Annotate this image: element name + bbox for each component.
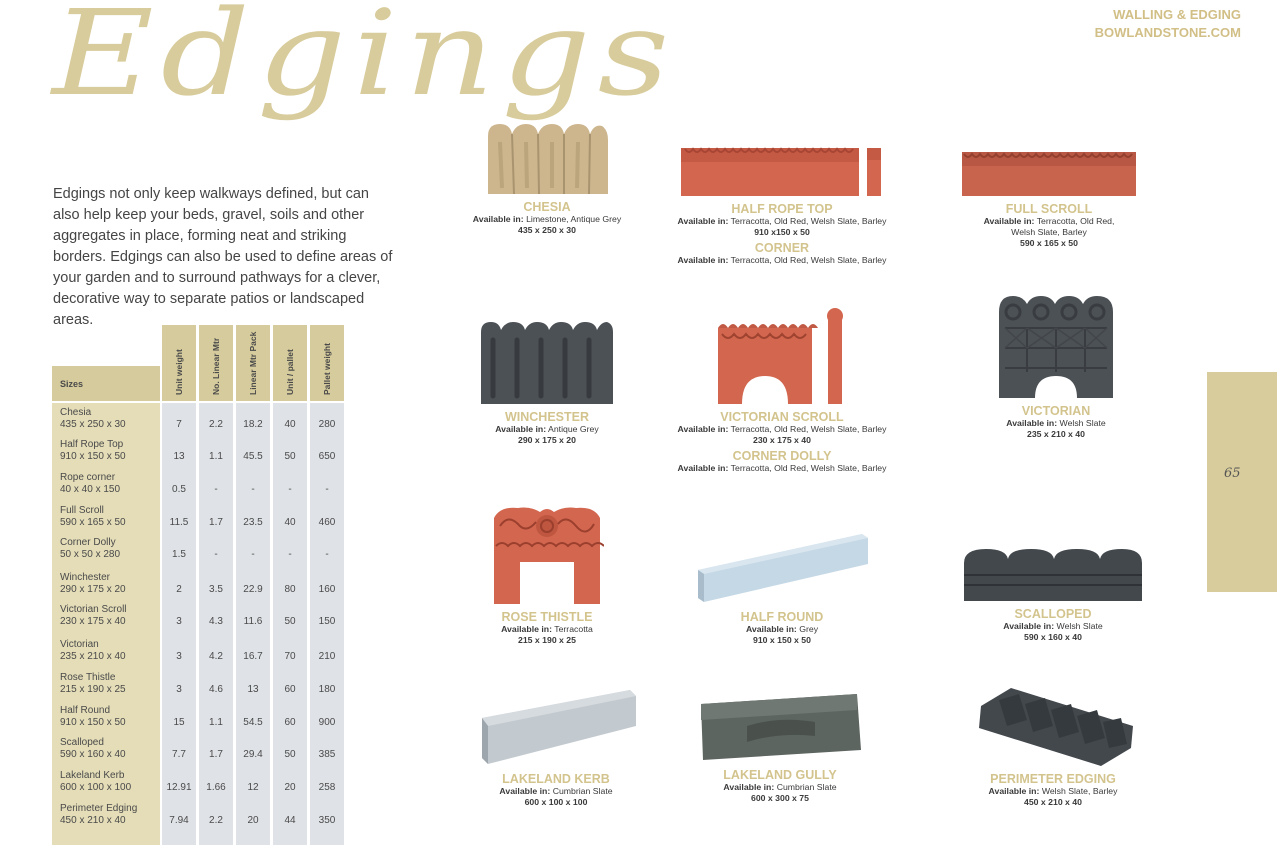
table-cell: 1.7 [209, 517, 223, 528]
product-availability: Available in: Cumbrian Slate [499, 786, 613, 796]
lakeland-gully-image [697, 690, 863, 764]
table-cell: 1.7 [209, 749, 223, 760]
col-header-pallet-weight: Pallet weight [310, 325, 344, 401]
product-size: 910 x 150 x 50 [753, 635, 811, 645]
table-cell: 12.91 [166, 782, 192, 793]
product-size: 435 x 250 x 30 [518, 225, 576, 235]
table-row [52, 639, 346, 671]
sizes-header-label: Sizes [52, 366, 160, 401]
table-cell: 12 [247, 782, 259, 793]
chesia-edging-image [484, 122, 610, 196]
product-lakeland-kerb [466, 688, 646, 808]
table-cell: - [288, 549, 292, 560]
table-cell: 2.2 [209, 815, 223, 826]
product-size: 235 x 210 x 40 [1027, 429, 1085, 439]
product-name: LAKELAND KERB [502, 772, 610, 786]
table-row [52, 705, 346, 737]
product-size: 215 x 190 x 25 [518, 635, 576, 645]
product-victorian [966, 294, 1146, 440]
half-round-edging-image [692, 530, 872, 606]
table-cell: 15 [173, 717, 185, 728]
product-name: HALF ROPE TOP [731, 202, 833, 216]
table-cell: 385 [318, 749, 336, 760]
full-scroll-edging-image [960, 148, 1138, 198]
product-chesia [457, 122, 637, 236]
product-size: 590 x 160 x 40 [1024, 632, 1082, 642]
product-availability: Available in: Welsh Slate [1006, 418, 1106, 428]
table-row [52, 604, 346, 636]
product-availability: Available in: Terracotta, Old Red, [983, 216, 1115, 226]
rose-thistle-edging-image [490, 504, 604, 606]
table-cell: 2.2 [209, 419, 223, 430]
product-size: 290 x 175 x 20 [518, 435, 576, 445]
row-product-name: Half Round 910 x 150 x 50 [60, 705, 126, 728]
table-cell: 80 [284, 584, 296, 595]
row-product-name: Full Scroll 590 x 165 x 50 [60, 505, 126, 528]
row-product-name: Winchester 290 x 175 x 20 [60, 572, 126, 595]
product-size: 230 x 175 x 40 [753, 435, 811, 445]
table-row [52, 572, 346, 604]
table-cell: 210 [318, 651, 336, 662]
row-product-name: Half Rope Top 910 x 150 x 50 [60, 439, 126, 462]
product-name: WINCHESTER [504, 410, 590, 424]
product-availability: Available in: Welsh Slate, Barley [988, 786, 1118, 796]
table-cell: 70 [284, 651, 296, 662]
col-header-unit-pallet: Unit / pallet [273, 325, 307, 401]
product-size: 910 x150 x 50 [754, 227, 810, 237]
victorian-scroll-edging-image [712, 306, 852, 406]
product-name: VICTORIAN SCROLL [720, 410, 844, 424]
product-name: HALF ROUND [740, 610, 824, 624]
table-cell: - [288, 484, 292, 495]
col-header-linear-mtr-pack: Linear Mtr Pack [236, 325, 270, 401]
product-half-round [692, 530, 872, 646]
product-availability: Available in: Terracotta, Old Red, Welsh Slate, Barley [677, 216, 887, 226]
table-cell: 60 [284, 717, 296, 728]
table-cell: 180 [318, 684, 336, 695]
table-row [52, 472, 346, 504]
product-name: SCALLOPED [1014, 607, 1092, 621]
product-availability: Available in: Grey [745, 624, 819, 634]
lakeland-kerb-image [474, 688, 638, 768]
table-row [52, 672, 346, 704]
table-cell: - [214, 484, 218, 495]
table-cell: 18.2 [243, 419, 263, 430]
product-name: VICTORIAN [1021, 404, 1091, 418]
table-cell: 3.5 [209, 584, 223, 595]
table-cell: 4.2 [209, 651, 223, 662]
winchester-edging-image [477, 318, 617, 406]
product-victorian-scroll [667, 306, 897, 474]
row-product-name: Victorian Scroll 230 x 175 x 40 [60, 604, 127, 627]
product-name: ROSE THISTLE [501, 610, 593, 624]
product-size: 590 x 165 x 50 [1020, 238, 1078, 248]
table-cell: 7 [176, 419, 182, 430]
table-cell: - [325, 549, 329, 560]
table-cell: - [251, 484, 255, 495]
row-product-name: Chesia 435 x 250 x 30 [60, 407, 126, 430]
table-cell: 23.5 [243, 517, 263, 528]
product-size: 450 x 210 x 40 [1024, 797, 1082, 807]
table-row [52, 439, 346, 471]
product-availability-cont: Welsh Slate, Barley [1011, 227, 1087, 237]
table-row [52, 803, 346, 835]
table-cell: 3 [176, 651, 182, 662]
product-size: 600 x 100 x 100 [524, 797, 588, 807]
table-cell: - [214, 549, 218, 560]
row-product-name: Lakeland Kerb 600 x 100 x 100 [60, 770, 132, 793]
table-cell: 0.5 [172, 484, 186, 495]
row-product-name: Rope corner 40 x 40 x 150 [60, 472, 121, 495]
table-cell: 280 [318, 419, 336, 430]
sizes-table [52, 325, 346, 845]
table-cell: 7.94 [169, 815, 189, 826]
product-availability: Available in: Welsh Slate [1003, 621, 1103, 631]
table-cell: 4.3 [209, 616, 223, 627]
product-full-scroll [958, 148, 1140, 249]
product-rose-thistle [457, 504, 637, 646]
table-cell: 40 [284, 419, 296, 430]
table-cell: 2 [176, 584, 182, 595]
brand-website: BOWLANDSTONE.COM [1094, 25, 1241, 40]
table-cell: 11.6 [243, 616, 263, 627]
table-cell: 7.7 [172, 749, 186, 760]
col-header-no-linear-mtr: No. Linear Mtr [199, 325, 233, 401]
product-perimeter-edging [960, 686, 1146, 808]
product-half-rope-top [667, 144, 897, 266]
product-name: PERIMETER EDGING [990, 772, 1116, 786]
col-header-unit-weight: Unit weight [162, 325, 196, 401]
table-cell: 1.1 [209, 451, 223, 462]
table-row [52, 770, 346, 802]
product-availability: Available in: Cumbrian Slate [723, 782, 837, 792]
table-cell: 45.5 [243, 451, 263, 462]
table-row [52, 737, 346, 769]
table-cell: 900 [318, 717, 336, 728]
table-cell: 60 [284, 684, 296, 695]
table-cell: 44 [284, 815, 296, 826]
product-availability: Available in: Terracotta [501, 624, 593, 634]
product-availability: Available in: Antique Grey [495, 424, 599, 434]
product-availability-corner-dolly: Available in: Terracotta, Old Red, Welsh Slate, Barley [677, 463, 887, 473]
table-row [52, 505, 346, 537]
product-winchester [457, 318, 637, 446]
row-product-name: Scalloped 590 x 160 x 40 [60, 737, 126, 760]
table-cell: 13 [173, 451, 185, 462]
table-cell: 1.5 [172, 549, 186, 560]
table-cell: 4.6 [209, 684, 223, 695]
table-cell: 16.7 [243, 651, 263, 662]
table-cell: - [325, 484, 329, 495]
row-product-name: Victorian 235 x 210 x 40 [60, 639, 126, 662]
table-cell: 22.9 [243, 584, 263, 595]
half-rope-top-edging-image [679, 144, 885, 198]
table-cell: 20 [247, 815, 259, 826]
page-tab [1207, 372, 1277, 592]
product-name: FULL SCROLL [1005, 202, 1093, 216]
table-cell: 20 [284, 782, 296, 793]
row-product-name: Rose Thistle 215 x 190 x 25 [60, 672, 126, 695]
table-cell: 50 [284, 749, 296, 760]
table-cell: 150 [318, 616, 336, 627]
table-cell: 29.4 [243, 749, 263, 760]
table-cell: - [251, 549, 255, 560]
product-scalloped [960, 545, 1146, 643]
table-row [52, 407, 346, 439]
scalloped-edging-image [962, 545, 1144, 603]
product-name: LAKELAND GULLY [723, 768, 837, 782]
table-cell: 54.5 [243, 717, 263, 728]
product-availability-corner: Available in: Terracotta, Old Red, Welsh Slate, Barley [677, 255, 887, 265]
product-name: CHESIA [523, 200, 571, 214]
row-product-name: Corner Dolly 50 x 50 x 280 [60, 537, 121, 560]
table-cell: 650 [318, 451, 336, 462]
table-cell: 13 [247, 684, 259, 695]
product-name-corner-dolly: CORNER DOLLY [732, 449, 832, 463]
row-product-name: Perimeter Edging 450 x 210 x 40 [60, 803, 138, 826]
table-cell: 1.1 [209, 717, 223, 728]
page-title: Edgings [52, 0, 677, 122]
table-cell: 160 [318, 584, 336, 595]
section-category: WALLING & EDGING [1113, 7, 1241, 22]
page-number: 65 [1224, 466, 1241, 481]
table-cell: 50 [284, 616, 296, 627]
product-name-corner: CORNER [754, 241, 810, 255]
product-lakeland-gully [690, 690, 870, 804]
table-cell: 50 [284, 451, 296, 462]
table-cell: 1.66 [206, 782, 226, 793]
perimeter-edging-image [971, 686, 1135, 768]
table-cell: 350 [318, 815, 336, 826]
table-cell: 3 [176, 684, 182, 695]
table-row [52, 537, 346, 569]
table-cell: 3 [176, 616, 182, 627]
victorian-edging-image [997, 294, 1115, 400]
table-cell: 460 [318, 517, 336, 528]
intro-paragraph: Edgings not only keep walkways defined, but can also help keep your beds, gravel, soils and other aggregates in place, forming neat and striking borders. Edgings can also be used to define areas of your garden and to surround pathways for a clever, decorative way to separate patios or landscaped areas. [53, 186, 393, 328]
table-cell: 40 [284, 517, 296, 528]
product-size: 600 x 300 x 75 [751, 793, 809, 803]
product-availability: Available in: Terracotta, Old Red, Welsh Slate, Barley [677, 424, 887, 434]
table-cell: 11.5 [169, 517, 189, 528]
table-cell: 258 [318, 782, 336, 793]
product-availability: Available in: Limestone, Antique Grey [472, 214, 622, 224]
